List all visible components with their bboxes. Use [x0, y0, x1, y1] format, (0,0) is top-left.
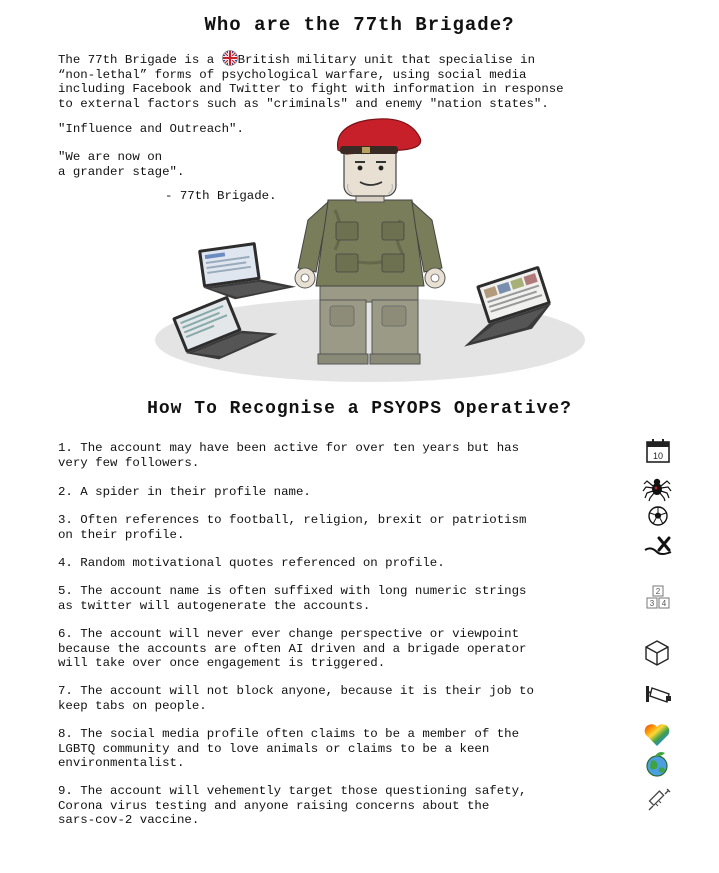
quote-grander-stage: "We are now on a grander stage". [58, 150, 185, 179]
section-title: How To Recognise a PSYOPS Operative? [147, 399, 572, 419]
intro-text-rest: British military unit that specialise in “non-lethal” forms of psychological warfare, using social media including Facebook and Twitter to fight with information in response to external factors such as "criminals" and enemy "nation states". [58, 53, 564, 111]
list-item-4: 4. Random motivational quotes referenced on profile. [58, 556, 445, 570]
list-item-9: 9. The account will vehemently target those questioning safety, Corona virus testing and anyone raising concerns about the sars-cov-2 vaccine. [58, 784, 527, 827]
number-block-2: 2 [655, 587, 661, 596]
list-item-1: 1. The account may have been active for over ten years but has very few followers. [58, 441, 520, 470]
list-item-7: 7. The account will not block anyone, because it is their job to keep tabs on people. [58, 684, 534, 713]
numbers-icon [643, 584, 673, 614]
syringe-icon [643, 786, 673, 816]
spider-icon [642, 472, 672, 502]
soldier-illustration [150, 110, 590, 390]
earth-icon [642, 750, 672, 780]
soldier-torso [316, 200, 424, 286]
cctv-camera-icon [643, 680, 673, 710]
page-title: Who are the 77th Brigade? [204, 14, 515, 36]
calendar-number: 10 [652, 451, 664, 461]
list-item-8: 8. The social media profile often claims to be a member of the LGBTQ community and to love animals or claims to be a keen environmentalist. [58, 727, 520, 770]
list-item-5: 5. The account name is often suffixed with long numeric strings as twitter will autogenerate the accounts. [58, 584, 527, 613]
rainbow-heart-icon [642, 720, 672, 750]
list-item-2: 2. A spider in their profile name. [58, 485, 311, 499]
calendar-10-icon [643, 436, 673, 466]
laptop-left-top [198, 237, 297, 303]
quote-attribution: - 77th Brigade. [165, 189, 277, 203]
number-block-4: 4 [661, 599, 667, 608]
list-item-6: 6. The account will never ever change perspective or viewpoint because the accounts are often AI driven and a brigade operator will take over once engagement is triggered. [58, 627, 527, 670]
intro-text-start: The 77th Brigade is a [58, 53, 222, 67]
number-block-3: 3 [649, 599, 655, 608]
cube-icon [642, 637, 672, 667]
uk-flag-icon [222, 50, 238, 66]
intro-paragraph [58, 50, 668, 111]
motivation-icon [643, 530, 673, 560]
list-item-3: 3. Often references to football, religion, brexit or patriotism on their profile. [58, 513, 527, 542]
quote-influence: "Influence and Outreach". [58, 122, 244, 136]
